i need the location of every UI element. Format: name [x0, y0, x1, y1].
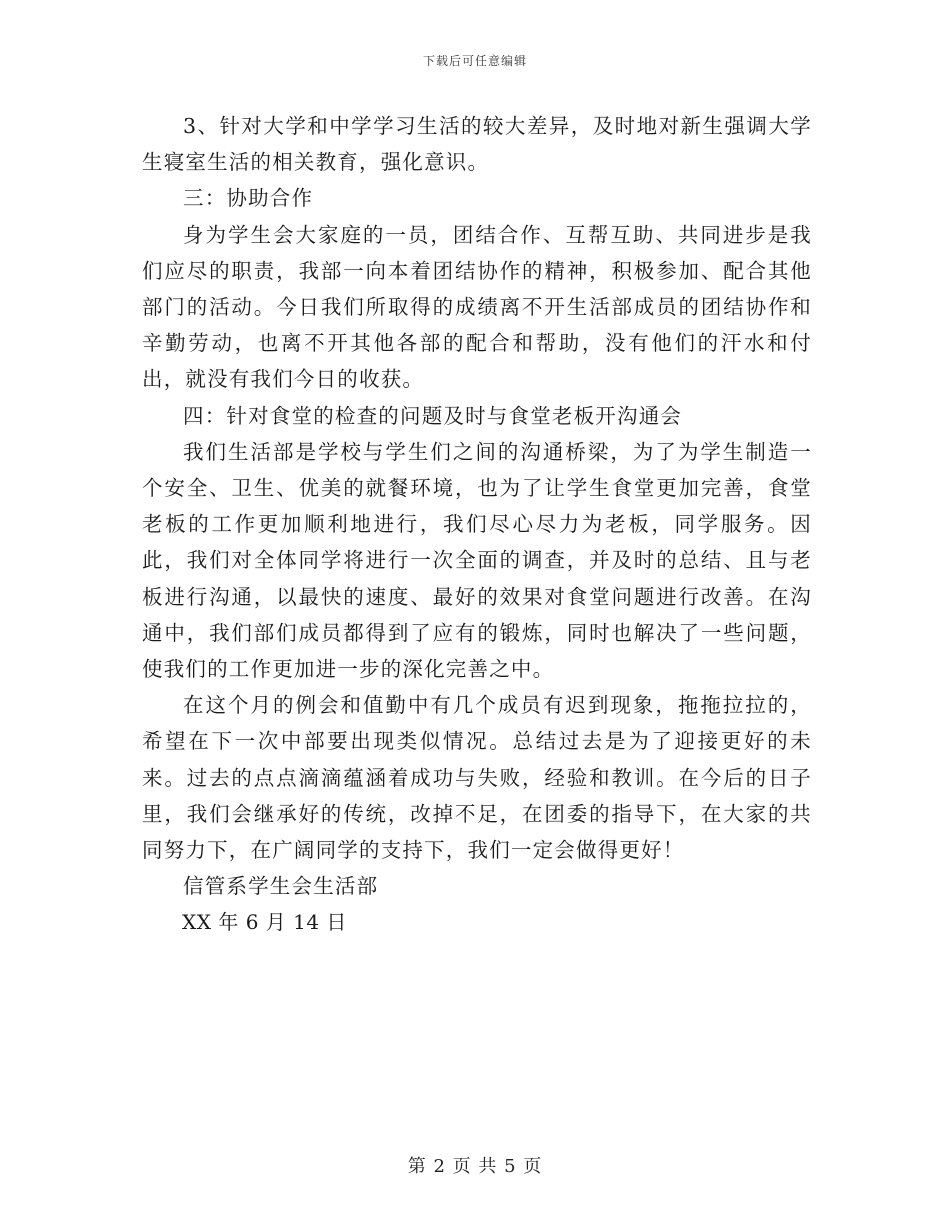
section-heading-3: 三：协助合作 [183, 186, 314, 211]
document-body [142, 108, 812, 941]
section-heading-4: 四：针对食堂的检查的问题及时与食堂老板开沟通会 [183, 403, 683, 428]
signature-date: XX 年 6 月 14 日 [182, 910, 347, 935]
paragraph-canteen: 我们生活部是学校与学生们之间的沟通桥梁，为了为学生制造一个安全、卫生、优美的就餐环境，也为了让学生食堂更加完善，食堂老板的工作更加顺利地进行，我们尽心尽力为老板，同学服务。因此，我们对全体同学将进行一次全面的调查，并及时的总结、且与老板进行沟通，以最快的速度、最好的效果对食堂问题进行改善。在沟通中，我们部们成员都得到了应有的锻炼，同时也解决了一些问题，使我们的工作更加进一步的深化完善之中。 [142, 439, 812, 682]
signature-department: 信管系学生会生活部 [183, 874, 379, 899]
paragraph-cooperation: 身为学生会大家庭的一员，团结合作、互帮互助、共同进步是我们应尽的职责，我部一向本着团结协作的精神，积极参加、配合其他部门的活动。今日我们所取得的成绩离不开生活部成员的团结协作和辛勤劳动，也离不开其他各部的配合和帮助，没有他们的汗水和付出，就没有我们今日的收获。 [142, 222, 812, 392]
paragraph-item-3: 3、针对大学和中学学习生活的较大差异，及时地对新生强调大学生寝室生活的相关教育，强化意识。 [142, 114, 812, 175]
paragraph-summary: 在这个月的例会和值勤中有几个成员有迟到现象，拖拖拉拉的，希望在下一次中部要出现类似情况。总结过去是为了迎接更好的未来。过去的点点滴滴蕴涵着成功与失败，经验和教训。在今后的日子里，我们会继承好的传统，改掉不足，在团委的指导下，在大家的共同努力下，在广阔同学的支持下，我们一定会做得更好！ [142, 693, 812, 863]
header-note: 下载后可任意编辑 [422, 54, 527, 68]
page-number: 第 2 页 共 5 页 [407, 1156, 543, 1177]
